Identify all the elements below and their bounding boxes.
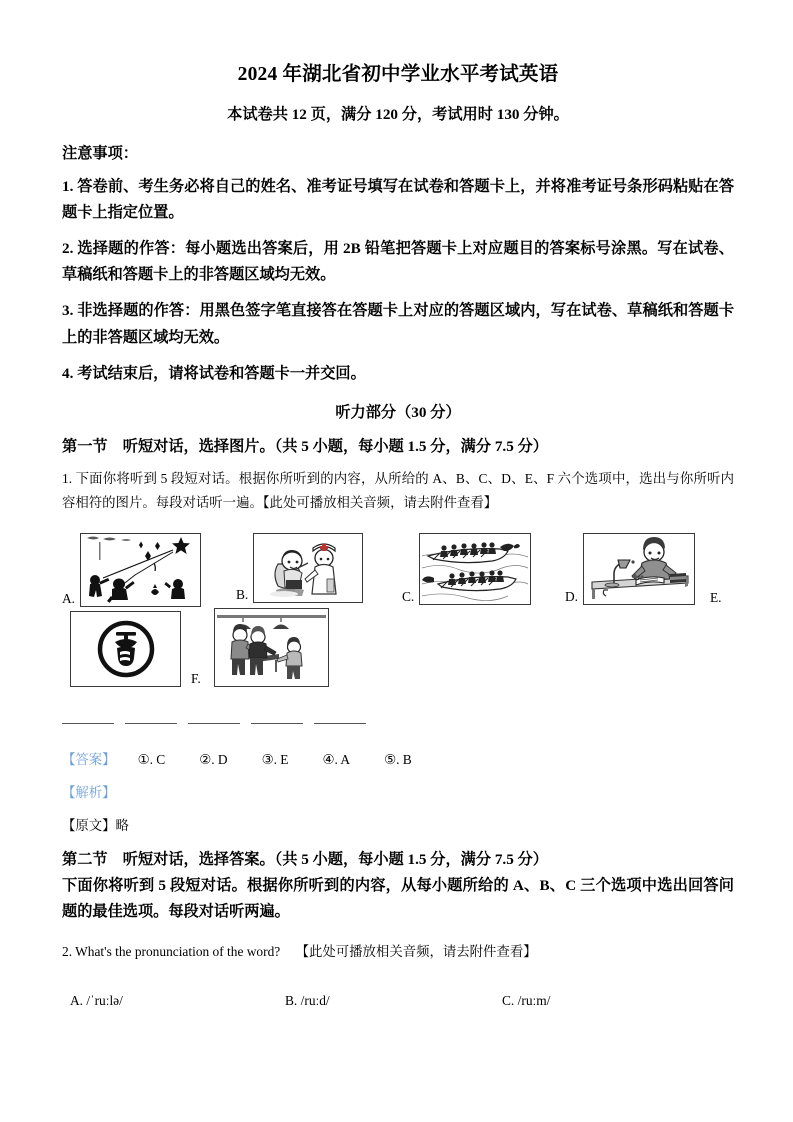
transcript-row: 【原文】略 bbox=[62, 817, 129, 833]
blank-line-5 bbox=[314, 723, 366, 724]
picture-option-d-label: D. bbox=[565, 589, 579, 605]
answer-tag: 【答案】 bbox=[62, 751, 116, 767]
choice-a-text: /ˈruːlə/ bbox=[86, 992, 123, 1008]
notice-item-1: 1. 答卷前、考生务必将自己的姓名、准考证号填写在试卷和答题卡上，并将准考证号条形码粘贴在答题卡上指定位置。 bbox=[62, 177, 734, 221]
choice-a[interactable] bbox=[70, 993, 123, 1009]
notice-item-4: 4. 考试结束后，请将试卷和答题卡一并交回。 bbox=[62, 364, 366, 382]
answer-row bbox=[62, 737, 734, 770]
kite-flying-picture bbox=[80, 533, 201, 607]
analysis-tag: 【解析】 bbox=[62, 784, 116, 800]
question-2-audio-note: 【此处可播放相关音频，请去附件查看】 bbox=[295, 944, 537, 960]
answer-blank-lines bbox=[62, 711, 734, 737]
answer-item-2: ②. D bbox=[199, 751, 228, 767]
picture-option-d[interactable] bbox=[565, 533, 695, 605]
blank-line-1 bbox=[62, 723, 114, 724]
section-one-heading: 第一节 听短对话，选择图片。（共 5 小题，每小题 1.5 分，满分 7.5 分） bbox=[62, 437, 548, 455]
picture-option-a[interactable] bbox=[62, 533, 201, 607]
answer-list bbox=[116, 750, 446, 770]
save-water-sign-picture bbox=[70, 611, 181, 687]
section-two-heading: 第二节 听短对话，选择答案。（共 5 小题，每小题 1.5 分，满分 7.5 分） bbox=[62, 850, 548, 868]
question-2-choices bbox=[62, 963, 734, 1023]
question-2-line bbox=[62, 925, 734, 962]
blank-line-4 bbox=[251, 723, 303, 724]
blank-line-2 bbox=[125, 723, 177, 724]
picture-option-e[interactable] bbox=[710, 591, 727, 605]
page-title: 2024 年湖北省初中学业水平考试英语 bbox=[237, 64, 559, 85]
picture-options-area bbox=[62, 515, 734, 711]
choice-c-text: /ruːm/ bbox=[517, 992, 551, 1008]
choice-b-label: B. bbox=[285, 992, 298, 1008]
question-2-text: What's the pronunciation of the word? bbox=[75, 944, 281, 960]
section-one-instruction: 1. 下面你将听到 5 段短对话。根据你所听到的内容，从所给的 A、B、C、D、E、F 六个选项中，选出与你所听内容相符的图片。每段对话听一遍。【此处可播放相关音频，请去附件查看】 bbox=[62, 470, 734, 510]
answer-item-4: ④. A bbox=[322, 751, 351, 767]
picture-option-c-label: C. bbox=[402, 589, 415, 605]
analysis-row bbox=[62, 770, 734, 803]
paper-subtitle: 本试卷共 12 页，满分 120 分，考试用时 130 分钟。 bbox=[227, 106, 569, 124]
choice-c-label: C. bbox=[502, 992, 515, 1008]
choice-a-label: A. bbox=[70, 992, 84, 1008]
page-content bbox=[62, 0, 734, 1023]
listening-part-heading: 听力部分（30 分） bbox=[335, 403, 461, 421]
answer-item-1: ①. C bbox=[137, 751, 166, 767]
picture-option-e-label: E. bbox=[710, 589, 722, 605]
answer-item-5: ⑤. B bbox=[384, 751, 412, 767]
student-desk-lamp-picture bbox=[583, 533, 695, 605]
question-2-number: 2. bbox=[62, 944, 73, 960]
notice-heading: 注意事项： bbox=[62, 145, 138, 163]
choice-c[interactable] bbox=[502, 993, 550, 1009]
blank-line-3 bbox=[188, 723, 240, 724]
dentist-picture bbox=[253, 533, 363, 603]
choice-b[interactable] bbox=[285, 993, 330, 1009]
answer-item-3: ③. E bbox=[261, 751, 289, 767]
choice-b-text: /ruːd/ bbox=[300, 992, 330, 1008]
dragon-boat-picture bbox=[419, 533, 531, 605]
picture-option-f[interactable] bbox=[70, 611, 201, 687]
notice-item-2: 2. 选择题的作答：每小题选出答案后，用 2B 铅笔把答题卡上对应题目的答案标号涂黑。写在试卷、草稿纸和答题卡上的非答题区域均无效。 bbox=[62, 240, 734, 284]
picture-option-a-label: A. bbox=[62, 591, 76, 607]
notice-item-3: 3. 非选择题的作答：用黑色签字笔直接答在答题卡上对应的答题区域内，写在试卷、草稿纸和答题卡上的非答题区域均无效。 bbox=[62, 302, 734, 346]
picture-option-b-label: B. bbox=[236, 587, 249, 603]
picture-option-c[interactable] bbox=[402, 533, 531, 605]
picture-option-b[interactable] bbox=[236, 533, 363, 603]
picture-option-extra[interactable] bbox=[214, 608, 329, 687]
section-two-instruction: 下面你将听到 5 段短对话。根据你所听到的内容，从每小题所给的 A、B、C 三个选项中选出回答问题的最佳选项。每段对话听两遍。 bbox=[62, 877, 734, 921]
classroom-people-picture bbox=[214, 608, 329, 687]
picture-option-f-label: F. bbox=[191, 671, 201, 687]
